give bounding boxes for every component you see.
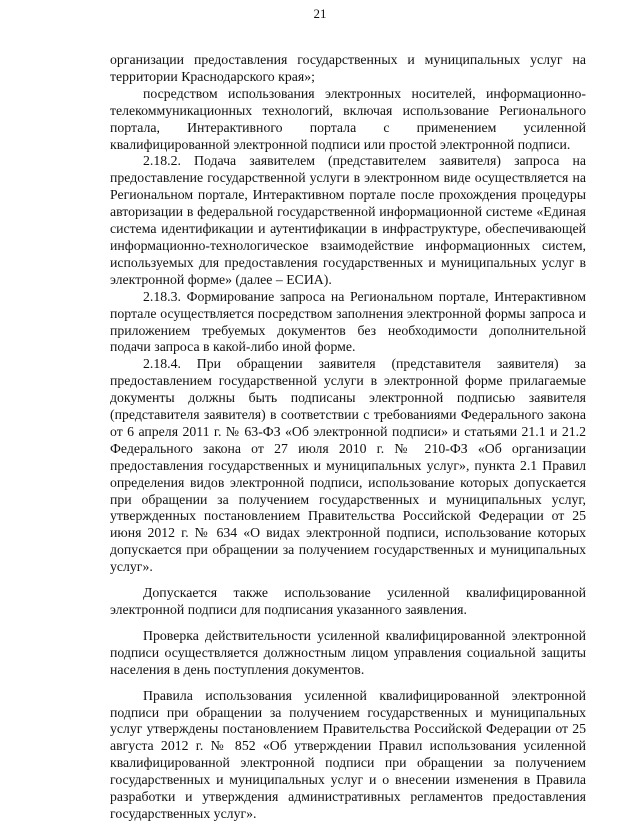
paragraph: организации предоставления государственных и муниципальных услуг на территории Краснодарского края»;: [110, 52, 586, 84]
page-number: 21: [313, 6, 327, 21]
paragraph: Проверка действительности усиленной квалифицированной электронной подписи осуществляется должностным лицом управления социальной защиты населения в день поступления документов.: [110, 627, 586, 677]
paragraph: посредством использования электронных носителей, информационно-телекоммуникационных технологий, включая использование Регионального портала, Интерактивного портала с применением усиленной квалифицированной электронной подписи или простой электронной подписи.: [110, 85, 586, 152]
paragraph-2-18-4: 2.18.4. При обращении заявителя (представителя заявителя) за предоставлением государственной услуги в электронной форме прилагаемые документы должны быть подписаны электронной подписью заявителя (представителя заявителя) в соответствии с требованиями Федерального закона от 6 апреля 2011 г. № 63-ФЗ «Об электронной подписи» и статьями 21.1 и 21.2 Федерального закона от 27 июля 2010 г. № 210-ФЗ «Об организации предоставления государственных и муниципальных услуг», пункта 2.1 Правил определения видов электронной подписи, использование которых допускается при обращении за получением государственных и муниципальных услуг, утвержденных постановлением Правительства Российской Федерации от 25 июня 2012 г. № 634 «О видах электронной подписи, использование которых допускается при обращении за получением государственных и муниципальных услуг».: [110, 356, 586, 575]
paragraph: Допускается также использование усиленной квалифицированной электронной подписи для подписания указанного заявления.: [110, 585, 586, 617]
document-body: [110, 52, 586, 823]
paragraph: Правила использования усиленной квалифицированной электронной подписи при обращении за получением государственных и муниципальных услуг утверждены постановлением Правительства Российской Федерации от 25 августа 2012 г. № 852 «Об утверждении Правил использования усиленной квалифицированной электронной подписи при обращении за получением государственных и муниципальных услуг и о внесении изменения в Правила разработки и утверждения административных регламентов предоставления государственных услуг».: [110, 687, 586, 821]
paragraph-2-18-2: 2.18.2. Подача заявителем (представителем заявителя) запроса на предоставление государственной услуги в электронном виде осуществляется на Региональном портале, Интерактивном портале после прохождения процедуры авторизации в федеральной государственной информационной системе «Единая система идентификации и аутентификации в инфраструктуре, обеспечивающей информационно-технологическое взаимодействие информационных систем, используемых для предоставления государственных и муниципальных услуг в электронной форме» (далее – ЕСИА).: [110, 153, 586, 287]
spacer: [110, 619, 586, 628]
spacer: [110, 679, 586, 688]
spacer: [110, 576, 586, 585]
paragraph-2-18-3: 2.18.3. Формирование запроса на Региональном портале, Интерактивном портале осуществляется посредством заполнения электронной формы запроса и приложением требуемых документов без необходимости дополнительной подачи запроса в какой-либо иной форме.: [110, 288, 586, 355]
